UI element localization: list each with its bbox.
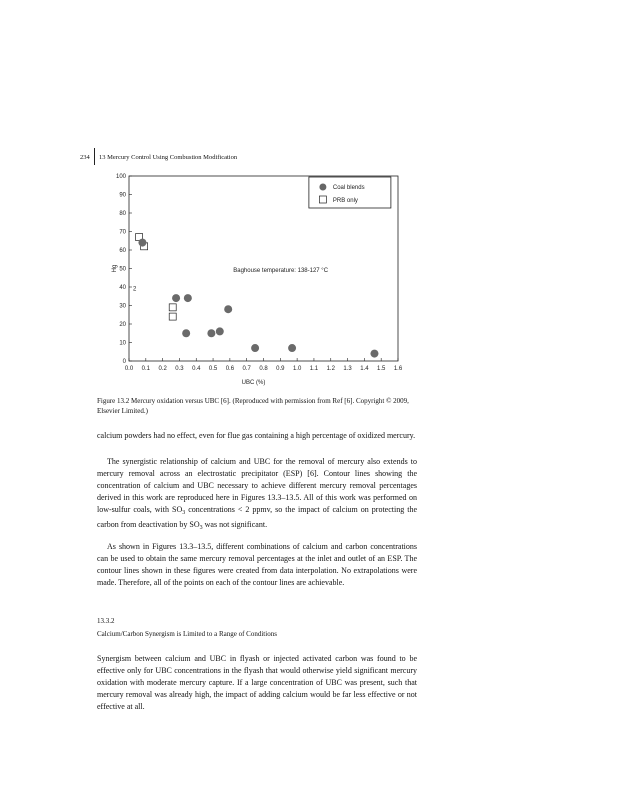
legend-marker-prb <box>319 196 326 203</box>
y-tick-label: 40 <box>119 285 126 291</box>
header-divider <box>94 148 95 165</box>
x-tick-label: 0.5 <box>208 366 218 372</box>
y-tick-label: 20 <box>119 322 126 328</box>
y-axis-extra-label: 2 <box>133 286 137 293</box>
section-number: 13.3.2 <box>97 617 115 625</box>
x-tick-label: 0.0 <box>124 366 134 372</box>
prb-point <box>169 304 176 311</box>
section-title: Calcium/Carbon Synergism is Limited to a Range of Conditions <box>97 630 277 638</box>
x-tick-label: 1.4 <box>360 366 369 372</box>
paragraph-3: As shown in Figures 13.3–13.5, different combinations of calcium and carbon concentrations can be used to obtain the same mercury removal percentages at the inlet and outlet of an ESP. The contour lines shown in these figures were created from data interpolation. No extrapolations were made. Therefore, all of the points on each of the contour lines are achievable. <box>97 542 417 588</box>
paragraph-2 <box>97 456 417 535</box>
coal-blend-point <box>224 305 232 313</box>
coal-blend-point <box>288 344 296 352</box>
x-tick-label: 0.3 <box>175 366 184 372</box>
coal-blend-point <box>172 294 180 302</box>
x-tick-label: 1.2 <box>326 366 335 372</box>
y-tick-label: 50 <box>119 266 126 273</box>
y-tick-label: 60 <box>119 248 126 254</box>
chart-annotation: Baghouse temperature: 138-127 °C <box>233 268 329 275</box>
x-tick-label: 1.3 <box>343 366 352 372</box>
x-tick-label: 0.7 <box>242 366 251 372</box>
running-header <box>80 151 480 165</box>
y-tick-label: 80 <box>119 211 126 217</box>
coal-blend-point <box>216 327 224 335</box>
coal-blend-point <box>251 344 259 352</box>
paragraph-2-text-a: The synergistic relationship of calcium and UBC for the removal of mercury also extends to mercury removal across an electrostatic precipitator (ESP) [6]. Contour lines showing the concentration of calcium and UBC necessary to achieve different mercury removal percentages derived in this work are reproduced here in Figures 13.3–13.5. All of this work was performed on low-sulfur coals, with SO <box>97 457 417 515</box>
mercury-oxidation-chart <box>110 170 410 395</box>
x-axis-label: UBC (%) <box>241 380 266 386</box>
coal-blend-point <box>138 239 146 247</box>
x-tick-label: 0.9 <box>276 366 285 372</box>
x-tick-label: 0.4 <box>192 366 201 372</box>
legend-marker-coal <box>319 184 326 191</box>
y-tick-label: 0 <box>122 359 126 365</box>
prb-point <box>169 313 176 320</box>
legend-label-coal: Coal blends <box>332 185 365 191</box>
paragraph-1: calcium powders had no effect, even for flue gas containing a high percentage of oxidized mercury. <box>97 431 416 440</box>
x-tick-label: 1.1 <box>309 366 319 372</box>
y-tick-label: 70 <box>119 229 126 236</box>
paragraph-2-text-c: was not significant. <box>202 520 268 530</box>
so3-subscript-2: 3 <box>199 525 203 532</box>
x-tick-label: 1.6 <box>393 366 403 372</box>
coal-blend-point <box>182 329 190 337</box>
page-number: 234 <box>80 154 90 161</box>
running-title: 13 Mercury Control Using Combustion Modification <box>99 154 238 161</box>
so3-subscript-1: 3 <box>182 510 186 517</box>
coal-blend-point <box>184 294 192 302</box>
y-tick-label: 90 <box>119 192 126 199</box>
y-tick-label: 10 <box>119 340 126 347</box>
x-tick-label: 0.8 <box>259 366 268 372</box>
y-tick-label: 100 <box>115 174 126 180</box>
x-tick-label: 0.1 <box>141 366 150 372</box>
x-tick-label: 0.6 <box>225 366 235 372</box>
figure-caption: Figure 13.2 Mercury oxidation versus UBC [6]. (Reproduced with permission from Ref [6]. Copyright © 2009, Elsevier Limited.) <box>97 397 409 415</box>
legend-label-prb: PRB only <box>332 198 358 204</box>
paragraph-4: Synergism between calcium and UBC in flyash or injected activated carbon was found to be effective only for UBC concentrations in the flyash that would otherwise yield significant mercury oxidation with moderate mercury capture. If a large concentration of UBC was present, such that mercury removal was already high, the impact of adding calcium would be far less effective or not effective at all. <box>97 654 417 712</box>
paragraph-2-text-b: concentrations < 2 ppmv, so the impact of calcium on protecting the carbon from deactivation by SO <box>97 505 417 530</box>
y-axis-label: Hg <box>112 264 118 273</box>
coal-blend-point <box>370 350 378 358</box>
x-tick-label: 1.5 <box>377 366 386 372</box>
x-tick-label: 0.2 <box>158 366 167 372</box>
y-tick-label: 30 <box>119 303 126 310</box>
x-tick-label: 1.0 <box>292 366 302 372</box>
coal-blend-point <box>207 329 215 337</box>
